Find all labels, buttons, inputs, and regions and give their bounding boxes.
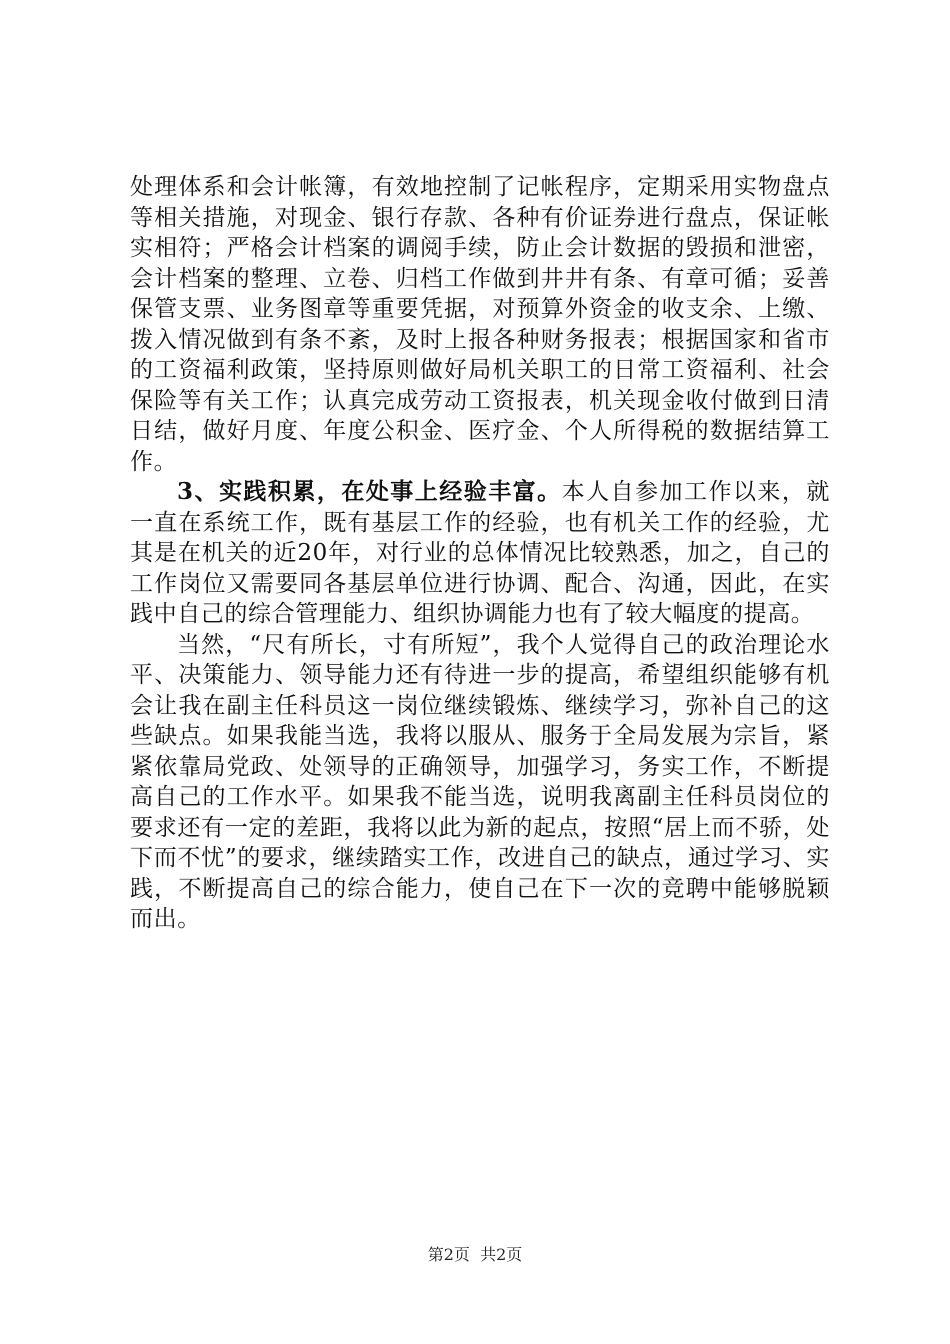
paragraph-financial-management	[130, 172, 830, 477]
paragraph-practice-experience	[130, 477, 830, 630]
paragraph-conclusion	[130, 630, 830, 935]
page-footer	[0, 1244, 950, 1266]
paragraph-text: 处理体系和会计帐簿，有效地控制了记帐程序，定期采用实物盘点等相关措施，对现金、银行存款、各种有价证券进行盘点，保证帐实相符；严格会计档案的调阅手续，防止会计数据的毁损和泄密，会计档案的整理、立卷、归档工作做到井井有条、有章可循；妥善保管支票、业务图章等重要凭据，对预算外资金的收支余、上缴、拨入情况做到有条不紊，及时上报各种财务报表；根据国家和省市的工资福利政策，坚持原则做好局机关职工的日常工资福利、社会保险等有关工作；认真完成劳动工资报表，机关现金收付做到日清日结，做好月度、年度公积金、医疗金、个人所得税的数据结算工作。	[130, 174, 830, 475]
paragraph-text: 本人自参加工作以来，就一直在系统工作，既有基层工作的经验，也有机关工作的经验，尤其是在机关的近20年，对行业的总体情况比较熟悉，加之，自己的工作岗位又需要同各基层单位进行协调、配合、沟通，因此，在实践中自己的综合管理能力、组织协调能力也有了较大幅度的提高。	[130, 479, 830, 627]
paragraph-heading: 3、实践积累，在处事上经验丰富。	[177, 478, 562, 505]
document-body	[130, 172, 830, 935]
paragraph-text: 当然，“尺有所长，寸有所短”，我个人觉得自己的政治理论水平、决策能力、领导能力还有待进一步的提高，希望组织能够有机会让我在副主任科员这一岗位继续锻炼、继续学习，弥补自己的这些缺点。如果我能当选，我将以服从、服务于全局发展为宗旨，紧紧依靠局党政、处领导的正确领导，加强学习，务实工作，不断提高自己的工作水平。如果我不能当选，说明我离副主任科员岗位的要求还有一定的差距，我将以此为新的起点，按照“居上而不骄，处下而不忧”的要求，继续踏实工作，改进自己的缺点，通过学习、实践，不断提高自己的综合能力，使自己在下一次的竞聘中能够脱颖而出。	[130, 631, 830, 932]
page-number: 第2页 共2页	[427, 1245, 523, 1264]
